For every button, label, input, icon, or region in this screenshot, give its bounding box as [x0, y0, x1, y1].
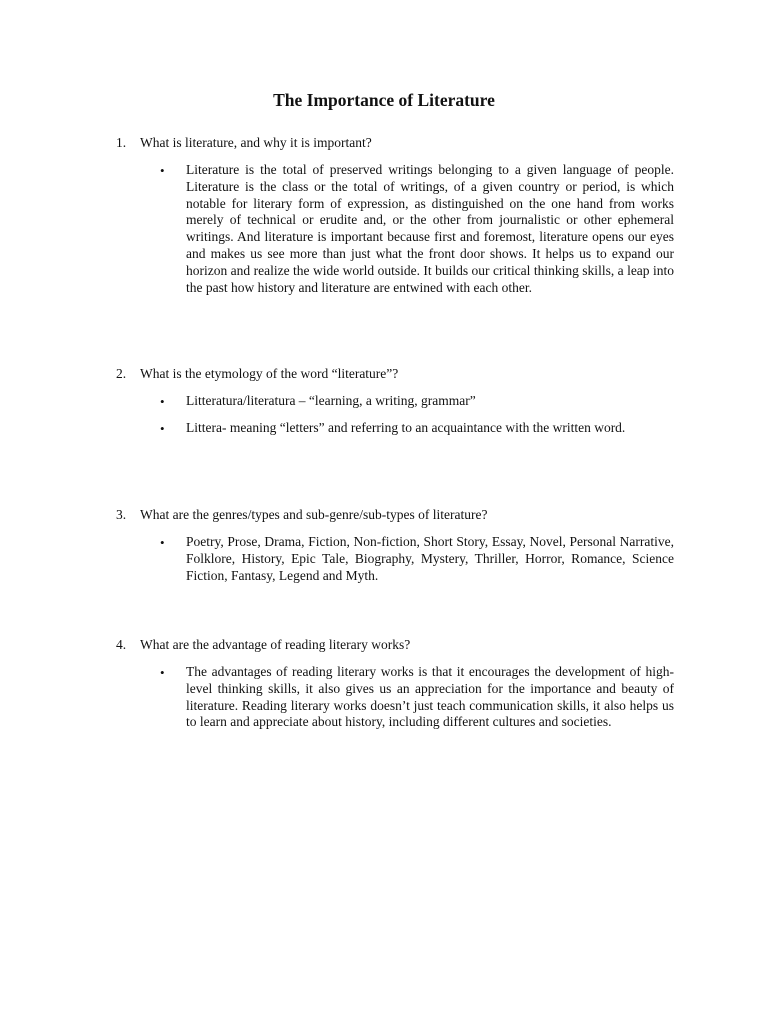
- question-number: 2.: [116, 366, 127, 381]
- question-text: What are the advantage of reading literary works?: [140, 637, 411, 652]
- question-text: What is the etymology of the word “literature”?: [140, 366, 399, 381]
- bullet-icon: •: [160, 665, 165, 680]
- question-text: What is literature, and why it is important?: [140, 135, 372, 150]
- bullet-text: Litteratura/literatura – “learning, a writing, grammar”: [186, 393, 476, 408]
- document-title: The Importance of Literature: [273, 90, 495, 110]
- question-number: 1.: [116, 135, 127, 150]
- question-number: 3.: [116, 507, 127, 522]
- bullet-icon: •: [160, 163, 165, 178]
- bullet-icon: •: [160, 535, 165, 550]
- bullet-icon: •: [160, 394, 165, 409]
- question-text: What are the genres/types and sub-genre/sub-types of literature?: [140, 507, 488, 522]
- bullet-icon: •: [160, 421, 165, 436]
- bullet-text: Poetry, Prose, Drama, Fiction, Non-fiction, Short Story, Essay, Novel, Personal Narrative, Folklore, History, Epic Tale, Biography, Mystery, Thriller, Horror, Romance, Science Fiction, Fantasy, Legend and Myth.: [186, 534, 674, 583]
- bullet-text: Littera- meaning “letters” and referring to an acquaintance with the written word.: [186, 420, 626, 435]
- question-number: 4.: [116, 637, 127, 652]
- bullet-text: The advantages of reading literary works is that it encourages the development of high-level thinking skills, it also gives us an appreciation for the importance and beauty of literature. Reading literary works doesn’t just teach communication skills, it also helps us to learn and appreciate about history, including different cultures and societies.: [186, 664, 674, 730]
- bullet-text: Literature is the total of preserved writings belonging to a given language of people. Literature is the class or the total of writings, of a given country or period, is which notable for literary form of expression, as distinguished on the one hand from works merely of technical or erudite and, or the other from journalistic or other ephemeral writings. And literature is important because first and foremost, literature opens our eyes and makes us see more than just what the front door shows. It helps us to expand our horizon and realize the wide world outside. It builds our critical thinking skills, a leap into the past how history and literature are entwined with each other.: [186, 162, 674, 295]
